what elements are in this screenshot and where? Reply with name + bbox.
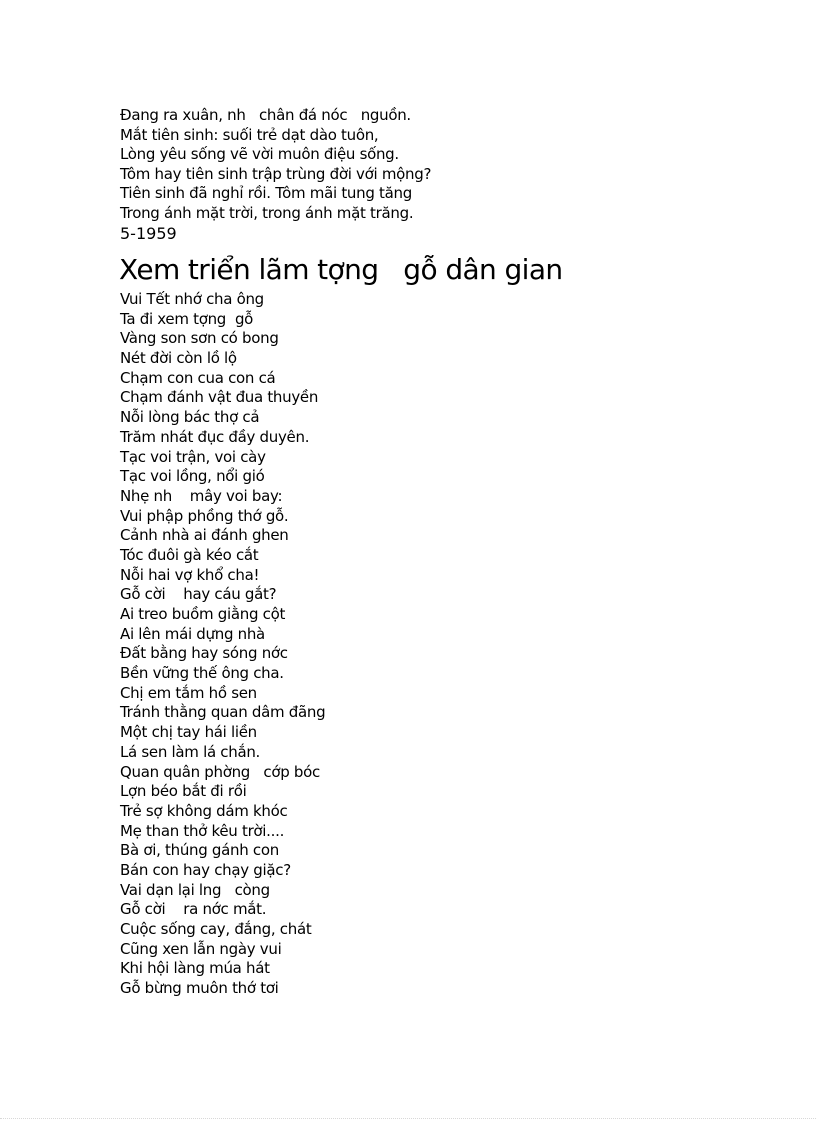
poem-line: Chạm đánh vật đua thuyền (120, 388, 319, 407)
poem-line: Lá sen làm lá chắn. (120, 742, 261, 761)
poem-line: Tôm hay tiên sinh trập trùng đời với mộng? (120, 164, 432, 183)
poem-line: Bán con hay chạy giặc? (120, 860, 291, 879)
poem-line: Gỗ cời ra nớc mắt. (120, 900, 267, 919)
poem-line: Tạc voi trận, voi cày (120, 447, 266, 466)
poem-line: Vai dạn lại lng còng (120, 880, 270, 899)
poem-line: Mẹ than thở kêu trời.... (120, 821, 285, 840)
poem-line: Nét đời còn lồ lộ (120, 349, 237, 368)
poem-line: Đất bằng hay sóng nớc (120, 644, 288, 663)
poem-line: Tóc đuôi gà kéo cắt (120, 545, 259, 564)
poem-line: Ai lên mái dựng nhà (120, 624, 265, 643)
poem-line: Cảnh nhà ai đánh ghen (120, 526, 289, 545)
page-bottom-divider (0, 1118, 816, 1119)
poem-line: Bền vững thế ông cha. (120, 664, 284, 683)
poem-line: Chị em tắm hồ sen (120, 683, 257, 702)
poem-line: Tránh thằng quan dâm đãng (120, 703, 326, 722)
poem-line: Vui Tết nhớ cha ông (120, 290, 264, 308)
poem-line: Bà ơi, thúng gánh con (120, 841, 279, 860)
poem-line: Nỗi hai vợ khổ cha! (120, 565, 260, 584)
poem-line: Lợn béo bắt đi rồi (120, 782, 247, 801)
poem-line: Trăm nhát đục đầy duyên. (120, 427, 310, 446)
poem-line: Chạm con cua con cá (120, 368, 276, 387)
poem-line: Vàng son sơn có bong (120, 329, 279, 348)
poem-body (120, 290, 720, 999)
poem-line: Một chị tay hái liền (120, 723, 257, 742)
poem-line: Mắt tiên sinh: suối trẻ dạt dào tuôn, (120, 125, 379, 144)
poem-line: Quan quân phờng cớp bóc (120, 762, 320, 781)
poem-line: Gỗ cời hay cáu gắt? (120, 585, 277, 604)
poem-line: Nỗi lòng bác thợ cả (120, 408, 260, 427)
poem-line: Vui phập phồng thớ gỗ. (120, 506, 289, 525)
poem-line: Cuộc sống cay, đắng, chát (120, 920, 312, 938)
poem-line: Tiên sinh đã nghỉ rồi. Tôm mãi tung tăng (120, 184, 412, 203)
poem-line: Đang ra xuân, nh chân đá nóc nguồn. (120, 106, 411, 124)
poem-line: Cũng xen lẫn ngày vui (120, 939, 282, 958)
poem-line: Ai treo buồm giằng cột (120, 605, 286, 623)
poem-line: Ta đi xem tợng gỗ (120, 309, 254, 328)
poem-title: Xem triển lãm tợng gỗ dân gian (119, 253, 563, 286)
poem-line: Tạc voi lồng, nổi gió (120, 467, 265, 486)
poem-ending-stanza (120, 106, 720, 243)
poem-line: Lòng yêu sống vẽ vời muôn điệu sống. (120, 145, 399, 164)
poem-line: Trẻ sợ không dám khóc (120, 801, 288, 820)
poem-date: 5-1959 (120, 223, 177, 243)
poem-line: Gỗ bừng muôn thớ tơi (120, 979, 279, 998)
poem-line: Khi hội làng múa hát (120, 959, 270, 978)
poem-line: Trong ánh mặt trời, trong ánh mặt trăng. (120, 203, 414, 222)
poem-line: Nhẹ nh mây voi bay: (120, 486, 283, 505)
